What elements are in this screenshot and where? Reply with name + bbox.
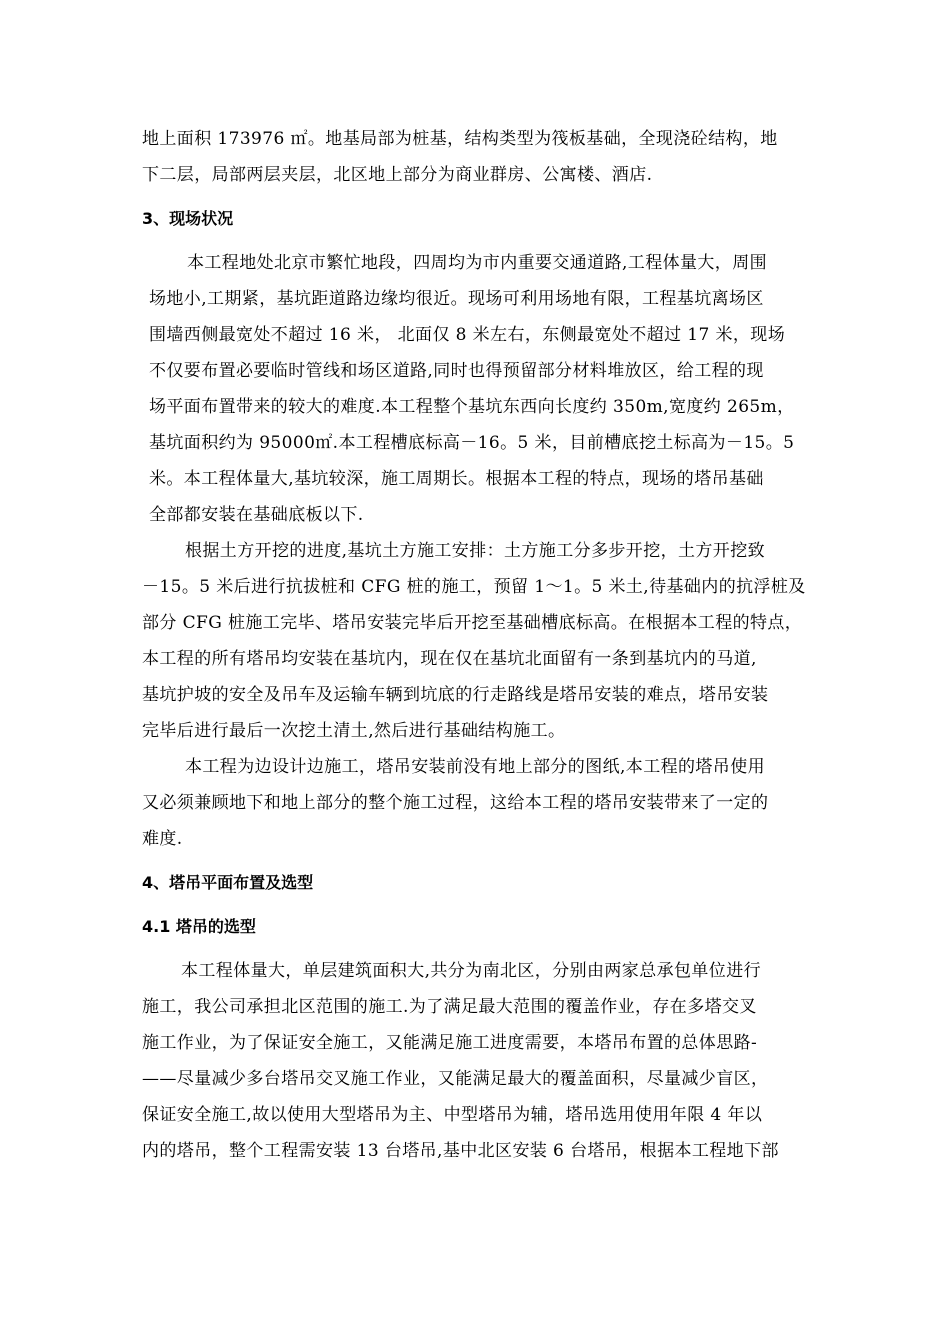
section-4-1-para-1-line-1: 本工程体量大，单层建筑面积大,共分为南北区，分别由两家总承包单位进行 xyxy=(181,961,762,981)
section-4-1-para-1-line-3: 施工作业，为了保证安全施工，又能满足施工进度需要，本塔吊布置的总体思路- xyxy=(142,1033,758,1053)
section-3-para-2-line-5: 基坑护坡的安全及吊车及运输车辆到坑底的行走路线是塔吊安装的难点，塔吊安装 xyxy=(142,685,769,705)
section-3-para-3-line-1: 本工程为边设计边施工，塔吊安装前没有地上部分的图纸,本工程的塔吊使用 xyxy=(185,757,766,777)
section-3-para-2-line-2: －15。5 米后进行抗拔桩和 CFG 桩的施工，预留 1～1。5 米土,待基础内的抗浮桩及 xyxy=(142,577,806,597)
section-3-para-3-line-3: 难度. xyxy=(142,829,183,849)
section-3-para-2-line-4: 本工程的所有塔吊均安装在基坑内，现在仅在基坑北面留有一条到基坑内的马道, xyxy=(142,649,757,669)
section-4-1-para-1-line-6: 内的塔吊，整个工程需安装 13 台塔吊,基中北区安装 6 台塔吊，根据本工程地下部 xyxy=(142,1141,779,1161)
section-4-1-para-1-line-4: ——尽量减少多台塔吊交叉施工作业，又能满足最大的覆盖面积，尽量减少盲区， xyxy=(142,1069,769,1089)
section-3-para-2-line-6: 完毕后进行最后一次挖土清土,然后进行基础结构施工。 xyxy=(142,721,566,741)
intro-line-2: 下二层，局部两层夹层，北区地上部分为商业群房、公寓楼、酒店. xyxy=(142,165,653,185)
section-3-para-2-line-1: 根据土方开挖的进度,基坑土方施工安排：土方施工分多步开挖，土方开挖致 xyxy=(185,541,766,561)
section-3-para-1-line-6: 基坑面积约为 95000㎡.本工程槽底标高－16。5 米，目前槽底挖土标高为－15。5 xyxy=(149,433,795,453)
section-4-heading: 4、塔吊平面布置及选型 xyxy=(142,873,314,892)
section-3-para-1-line-3: 围墙西侧最宽处不超过 16 米， 北面仅 8 米左右，东侧最宽处不超过 17 米，现场 xyxy=(149,325,786,345)
section-3-para-1-line-8: 全部都安装在基础底板以下. xyxy=(149,505,364,525)
section-3-para-1-line-4: 不仅要布置必要临时管线和场区道路,同时也得预留部分材料堆放区，给工程的现 xyxy=(149,361,764,381)
section-4-1-heading: 4.1 塔吊的选型 xyxy=(142,917,256,936)
section-3-heading: 3、现场状况 xyxy=(142,209,234,228)
section-3-para-2-line-3: 部分 CFG 桩施工完毕、塔吊安装完毕后开挖至基础槽底标高。在根据本工程的特点， xyxy=(142,613,803,633)
section-3-para-3-line-2: 又必须兼顾地下和地上部分的整个施工过程，这给本工程的塔吊安装带来了一定的 xyxy=(142,793,769,813)
section-3-para-1-line-1: 本工程地处北京市繁忙地段，四周均为市内重要交通道路,工程体量大，周围 xyxy=(187,253,768,273)
section-3-para-1-line-5: 场平面布置带来的较大的难度.本工程整个基坑东西向长度约 350m,宽度约 265m， xyxy=(149,397,795,417)
section-3-para-1-line-7: 米。本工程体量大,基坑较深，施工周期长。根据本工程的特点，现场的塔吊基础 xyxy=(149,469,764,489)
intro-line-1: 地上面积 173976 ㎡。地基局部为桩基，结构类型为筏板基础，全现浇砼结构，地 xyxy=(142,129,778,149)
section-3-para-1-line-2: 场地小,工期紧，基坑距道路边缘均很近。现场可利用场地有限，工程基坑离场区 xyxy=(149,289,764,309)
section-4-1-para-1-line-2: 施工，我公司承担北区范围的施工.为了满足最大范围的覆盖作业，存在多塔交叉 xyxy=(142,997,757,1017)
section-4-1-para-1-line-5: 保证安全施工,故以使用大型塔吊为主、中型塔吊为辅，塔吊选用使用年限 4 年以 xyxy=(142,1105,763,1125)
